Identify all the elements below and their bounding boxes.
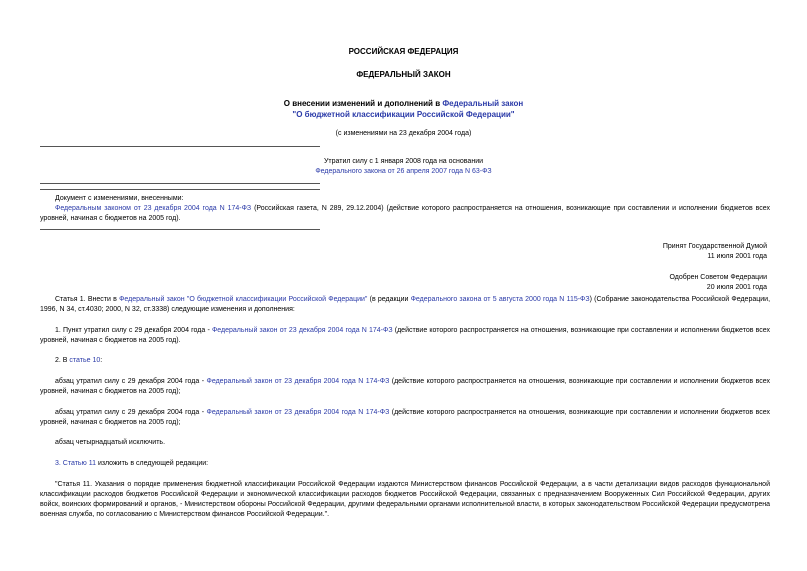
article-10-link[interactable]: статье 10	[69, 357, 101, 364]
divider	[40, 183, 320, 184]
paragraph-14-exclude: абзац четырнадцатый исключить.	[55, 439, 166, 446]
paragraph-void-2-link[interactable]: Федеральный закон от 23 декабря 2004 года N 174-ФЗ	[206, 409, 390, 416]
article-11-text: "Статья 11. Указания о порядке применения бюджетной классификации Российской Федерации издаются Министерством финансов Российской Федерации, а в части детализации видов расходов функциональной классификации расходов бюджетов Российской Федерации и экономической классификации расходов бюджетов Российской Федерации, связанных с предназначением Вооруженных Сил Российской Федерации, других войск, воинских формирований и органов, - Министерством обороны Российской Федерации, другими федеральными органами исполнительной власти, в которых законодательством Российской Федерации предусмотрена военная служба, по согласованию с Министерством финансов Российской Федерации.".	[40, 481, 770, 518]
paragraph-void-1-text: абзац утратил силу с 29 декабря 2004 года -	[55, 378, 207, 385]
article-11-link[interactable]: 3. Статью 11	[55, 460, 97, 467]
duma-date: 11 июля 2001 года	[707, 253, 767, 260]
article-1-text: (в редакции	[367, 296, 411, 303]
country-heading: РОССИЙСКАЯ ФЕДЕРАЦИЯ	[348, 47, 459, 56]
item-1	[40, 326, 770, 346]
amendment-note: (с изменениями на 23 декабря 2004 года)	[335, 130, 472, 137]
article-1	[40, 295, 770, 315]
paragraph-void-1	[40, 377, 770, 397]
article-1-text: Статья 1. Внести в	[55, 296, 120, 303]
paragraph-void-2-text: абзац утратил силу с 29 декабря 2004 года -	[55, 409, 207, 416]
divider	[40, 189, 320, 190]
changes-paragraph	[40, 204, 770, 224]
paragraph-void-2	[40, 408, 770, 428]
federal-law-link[interactable]: Федеральный закон	[442, 99, 524, 108]
item-3-text: изложить в следующей редакции:	[96, 460, 209, 467]
duma-label: Принят Государственной Думой	[662, 243, 767, 250]
divider	[40, 146, 320, 147]
article-1-edition-link[interactable]: Федерального закона от 5 августа 2000 года N 115-ФЗ	[410, 296, 590, 303]
changes-heading: Документ с изменениями, внесенными:	[55, 195, 184, 202]
item-2-text: :	[100, 357, 103, 364]
paragraph-void-1-link[interactable]: Федеральный закон от 23 декабря 2004 года N 174-ФЗ	[206, 378, 390, 385]
item-3	[55, 459, 208, 469]
article-1-text: ) (Собрание законодательства Российской Федерации, 1996, N 34, ст.4030; 2000, N 32, ст.3338) следующие изменения и дополнения:	[40, 296, 771, 313]
changes-link[interactable]: Федеральным законом от 23 декабря 2004 года N 174-ФЗ	[55, 205, 252, 212]
paragraph-void-1-text: (действие которого распространяется на отношения, возникающие при составлении и исполнении бюджетов всех уровней, начиная с бюджетов на 2005 год);	[40, 378, 770, 395]
item-2	[55, 356, 102, 366]
law-title-line2-link[interactable]: "О бюджетной классификации Российской Федерации"	[292, 110, 515, 119]
item-1-link[interactable]: Федеральный закон от 23 декабря 2004 года N 174-ФЗ	[211, 327, 393, 334]
item-1-text: (действие которого распространяется на отношения, возникающие при составлении и исполнении бюджетов всех уровней, начиная с бюджетов на 2005 год).	[40, 327, 770, 344]
article-1-law-link[interactable]: Федеральный закон "О бюджетной классификации Российской Федерации"	[119, 296, 368, 303]
paragraph-void-2-text: (действие которого распространяется на отношения, возникающие при составлении и исполнении бюджетов всех уровней, начиная с бюджетов на 2005 год);	[40, 409, 770, 426]
changes-text: (Российская газета, N 289, 29.12.2004) (действие которого распространяется на отношения, возникающие при составлении и исполнении бюджетов всех уровней, начиная с бюджетов на 2005 год).	[40, 205, 770, 222]
void-note-link[interactable]: Федерального закона от 26 апреля 2007 года N 63-ФЗ	[315, 168, 492, 175]
law-title	[0, 98, 807, 109]
law-type-heading: ФЕДЕРАЛЬНЫЙ ЗАКОН	[356, 70, 451, 79]
divider	[40, 229, 320, 230]
void-note-text: Утратил силу с 1 января 2008 года на основании	[323, 158, 484, 165]
law-title-text: О внесении изменений и дополнений в	[283, 99, 443, 108]
council-date: 20 июля 2001 года	[706, 284, 767, 291]
item-2-text: 2. В	[55, 357, 70, 364]
council-label: Одобрен Советом Федерации	[669, 274, 767, 281]
item-1-text: 1. Пункт утратил силу с 29 декабря 2004 года -	[55, 327, 212, 334]
